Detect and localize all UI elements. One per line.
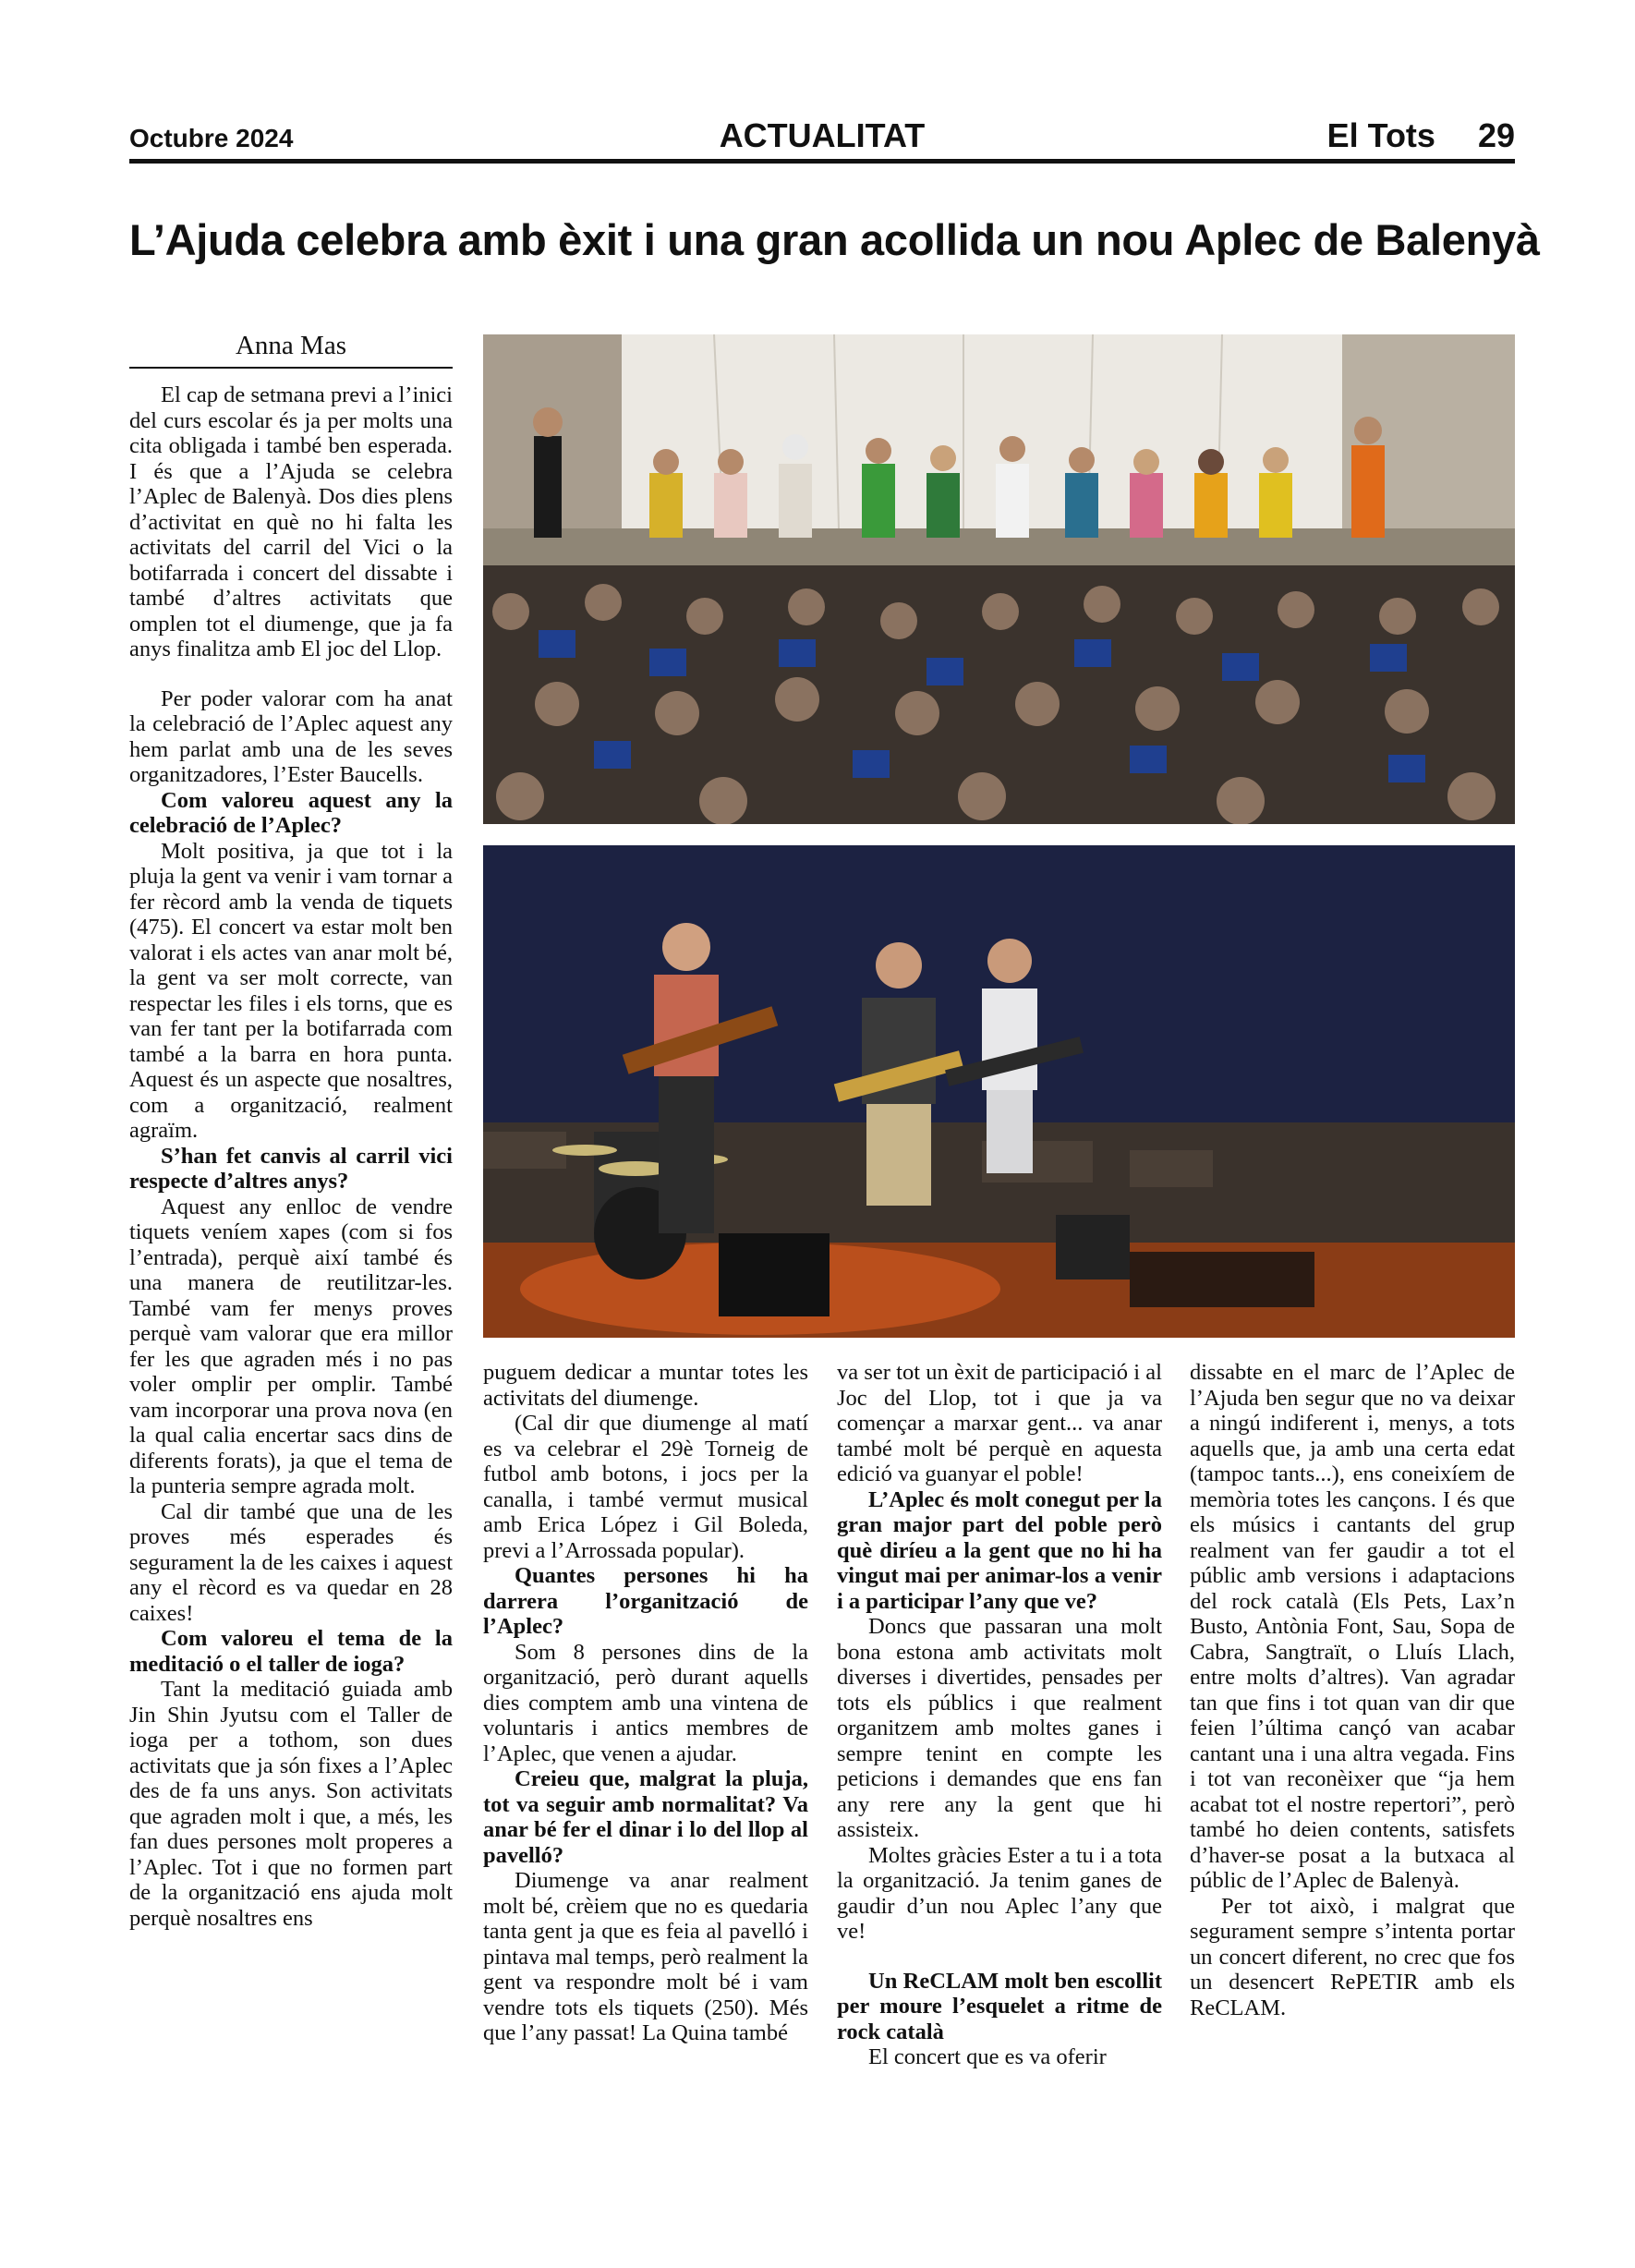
interview-question: Creieu que, malgrat la pluja, tot va seguir amb normalitat? Va anar bé fer el dinar i lo del llop al pavelló? xyxy=(483,1766,808,1868)
audience-photo-illustration xyxy=(483,334,1515,824)
concert-photo-illustration xyxy=(483,845,1515,1338)
audience-photo xyxy=(483,334,1515,824)
paragraph: El cap de setmana previ a l’inici del curs escolar és ja per molts una cita obligada i també ben esperada. I és que a l’Ajuda se celebra l’Aplec de Balenyà. Dos dies plens d’activitat en què no hi falta les activitats del carril del Vici o la botifarrada i concert del dissabte i també d’altres activitats que omplen tot el diumenge, que ja fa anys finalitza amb El joc del Llop. xyxy=(129,382,453,661)
page-number: 29 xyxy=(1477,116,1515,154)
paragraph: Doncs que passaran una molt bona estona amb activitats molt diverses i divertides, pensades per tots els públics i que realment organitzem amb moltes ganes i sempre tenint en compte les peticions i demandes que ens fan any rere any la gent que hi assisteix. xyxy=(837,1614,1162,1842)
paragraph: Tant la meditació guiada amb Jin Shin Jyutsu com el Taller de ioga per a tothom, son dues activitats que ja són fixes a l’Aplec des de fa uns anys. Son activitats que agraden molt i que, a més, les fan dues persones molt properes a l’Aplec. Tot i que no formen part de la organització ens ajuda molt perquè nosaltres ens xyxy=(129,1677,453,1931)
subheading: Un ReCLAM molt ben escollit per moure l’esquelet a ritme de rock català xyxy=(837,1968,1162,2044)
article-column-3 xyxy=(837,1360,1162,2070)
paragraph: puguem dedicar a muntar totes les activitats del diumenge. xyxy=(483,1360,808,1411)
paragraph: Moltes gràcies Ester a tu i a tota la organització. Ja tenim ganes de gaudir d’un nou Aplec l’any que ve! xyxy=(837,1842,1162,1944)
paragraph: Aquest any enlloc de vendre tiquets veníem xapes (com si fos l’entrada), perquè així també és una manera de reutilitzar-les. També vam fer menys proves perquè vam valorar que era millor fer les que agraden més i no pas voler omplir per omplir. També vam incorporar una prova nova (en la qual calia encertar sacs dins de diferents forats), ja que el tema de la punteria sempre agrada molt. xyxy=(129,1194,453,1498)
paragraph: Per tot això, i malgrat que segurament sempre s’intenta portar un concert diferent, no crec que fos un desencert RePETIR amb els ReCLAM. xyxy=(1190,1893,1515,2020)
article-column-1 xyxy=(129,382,453,1931)
concert-photo xyxy=(483,845,1515,1338)
publication-name: El Tots xyxy=(1326,116,1435,154)
paragraph: Molt positiva, ja que tot i la pluja la gent va venir i vam tornar a fer rècord amb la venda de tiquets (475). El concert va estar molt ben valorat i els actes van anar molt bé, la gent va ser molt correcte, van respectar les files i els torns, que es van fer tant per la botifarrada com també a la barra en hora punta. Aquest és un aspecte que nosaltres, com a organització, realment agraïm. xyxy=(129,838,453,1143)
section-title: ACTUALITAT xyxy=(719,116,926,154)
paragraph: Som 8 persones dins de la organització, però durant aquells dies comptem amb una vintena de voluntaris i antics membres de l’Aplec, que venen a ajudar. xyxy=(483,1639,808,1766)
interview-question: Quantes persones hi ha darrera l’organització de l’Aplec? xyxy=(483,1563,808,1639)
publication-block xyxy=(1327,116,1515,155)
paragraph: Diumenge va anar realment molt bé, crèiem que no es quedaria tanta gent ja que es feia al pavelló i pintava mal temps, però realment la gent va respondre molt bé i vam vendre tots els tiquets (250). Més que l’any passat! La Quina també xyxy=(483,1868,808,2045)
article-column-2 xyxy=(483,1360,808,2046)
paragraph: Cal dir també que una de les proves més esperades és segurament la de les caixes i aquest any el rècord es va quedar en 28 caixes! xyxy=(129,1498,453,1626)
paragraph: (Cal dir que diumenge al matí es va celebrar el 29è Torneig de futbol amb botons, i jocs per la canalla, i també vermut musical amb Erica López i Gil Boleda, previ a l’Arrossada popular). xyxy=(483,1411,808,1563)
interview-question: L’Aplec és molt conegut per la gran major part del poble però què diríeu a la gent que no hi ha vingut mai per animar-los a venir i a participar l’any que ve? xyxy=(837,1486,1162,1614)
byline: Anna Mas xyxy=(129,331,453,369)
interview-question: Com valoreu el tema de la meditació o el taller de ioga? xyxy=(129,1626,453,1677)
interview-question: S’han fet canvis al carril vici respecte d’altres anys? xyxy=(129,1143,453,1194)
paragraph: El concert que es va oferir xyxy=(868,2044,1107,2069)
paragraph: dissabte en el marc de l’Aplec de l’Ajuda ben segur que no va deixar a ningú indiferent i, menys, a tots aquells que, ja amb una certa edat (tampoc tants...), ens coneixíem de memòria totes les cançons. I és que els músics i cantants del grup realment van fer gaudir a tot el públic amb versions i adaptacions del rock català (Els Pets, Lax’n Busto, Antònia Font, Sau, Sopa de Cabra, Sangtraït, o Lluís Llach, entre molts d’altres). Van agradar tan que fins i tot quan van dir que feien l’última cançó van acabar cantant una i una altra vegada. Fins i tot van reconèixer que “ja hem acabat tot el nostre repertori”, però també ho deien contents, satisfets d’haver-se posat a la butxaca al públic de l’Aplec de Balenyà. xyxy=(1190,1360,1515,1893)
paragraph: Per poder valorar com ha anat la celebració de l’Aplec aquest any hem parlat amb una de les seves organitzadores, l’Ester Baucells. xyxy=(129,685,453,787)
issue-date: Octubre 2024 xyxy=(129,124,294,152)
article-column-4 xyxy=(1190,1360,1515,2020)
interview-question: Com valoreu aquest any la celebració de l’Aplec? xyxy=(129,787,453,838)
paragraph: va ser tot un èxit de participació i al Joc del Llop, tot i que ja va començar a marxar gent... va anar també molt bé perquè en aquesta edició va guanyar el poble! xyxy=(837,1360,1162,1486)
article-headline: L’Ajuda celebra amb èxit i una gran acollida un nou Aplec de Balenyà xyxy=(129,215,1540,264)
page-header xyxy=(129,118,1515,164)
